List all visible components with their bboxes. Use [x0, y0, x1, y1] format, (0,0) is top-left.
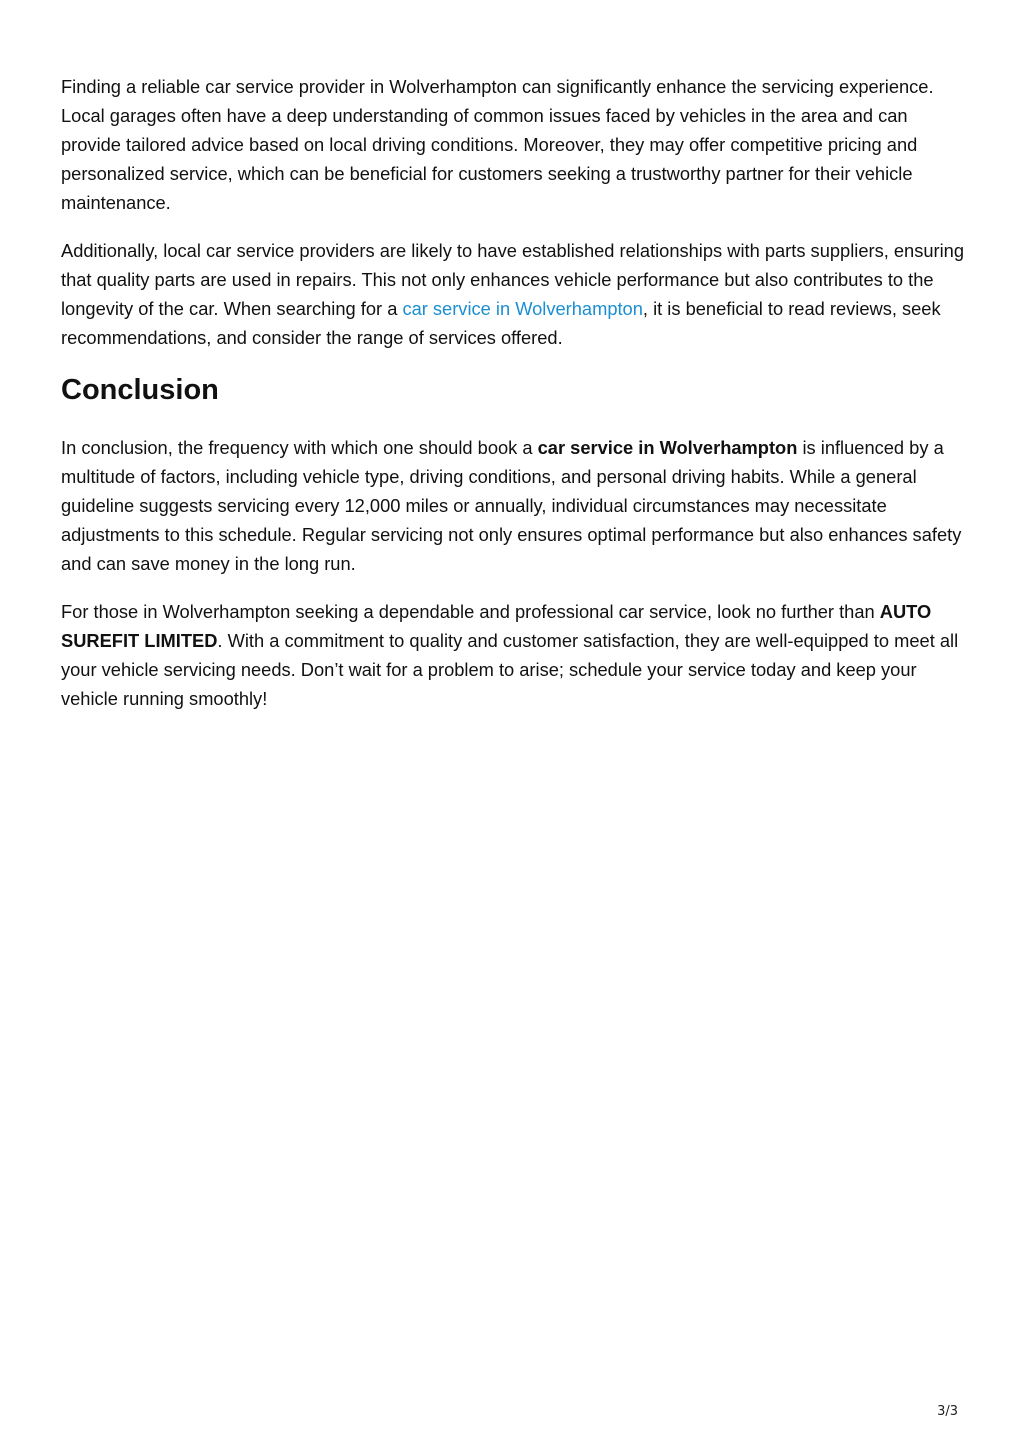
- paragraph-text: is influenced by a multitude of factors, including vehicle type, driving conditions, and personal driving habits. While a general guideline suggests servicing every 12,000 miles or annually, individual circumstances may necessitate adjustments to this schedule. Regular servicing not only ensures optimal performance but also enhances safety and can save money in the long run.: [61, 437, 962, 574]
- paragraph-text: For those in Wolverhampton seeking a dependable and professional car service, look no further than: [61, 601, 880, 622]
- company-name: AUTO SUREFIT LIMITED: [61, 601, 932, 651]
- paragraph-text: . With a commitment to quality and customer satisfaction, they are well-equipped to meet all your vehicle servicing needs. Don’t wait for a problem to arise; schedule your service today and keep your vehicle running smoothly!: [61, 630, 959, 709]
- paragraph-text: Additionally, local car service providers are likely to have established relationships with parts suppliers, ensuring that quality parts are used in repairs. This not only enhances vehicle performance but also contributes to the longevity of the car. When searching for a: [61, 240, 964, 319]
- paragraph-conclusion: [61, 433, 966, 578]
- paragraph-text: , it is beneficial to read reviews, seek recommendations, and consider the range of services offered.: [61, 298, 941, 348]
- paragraph-parts-suppliers: [61, 236, 966, 352]
- document-body: [61, 72, 966, 732]
- paragraph-call-to-action: [61, 597, 966, 713]
- car-service-link[interactable]: car service in Wolverhampton: [402, 298, 643, 319]
- paragraph-text: In conclusion, the frequency with which one should book a: [61, 437, 538, 458]
- bold-keyword: car service in Wolverhampton: [537, 437, 798, 458]
- page-number: 3/3: [937, 1404, 958, 1419]
- paragraph-local-providers: Finding a reliable car service provider in Wolverhampton can significantly enhance the servicing experience. Local garages often have a deep understanding of common issues faced by vehicles in the area and can provide tailored advice based on local driving conditions. Moreover, they may offer competitive pricing and personalized service, which can be beneficial for customers seeking a trustworthy partner for their vehicle maintenance.: [61, 76, 934, 213]
- conclusion-heading: Conclusion: [61, 374, 219, 406]
